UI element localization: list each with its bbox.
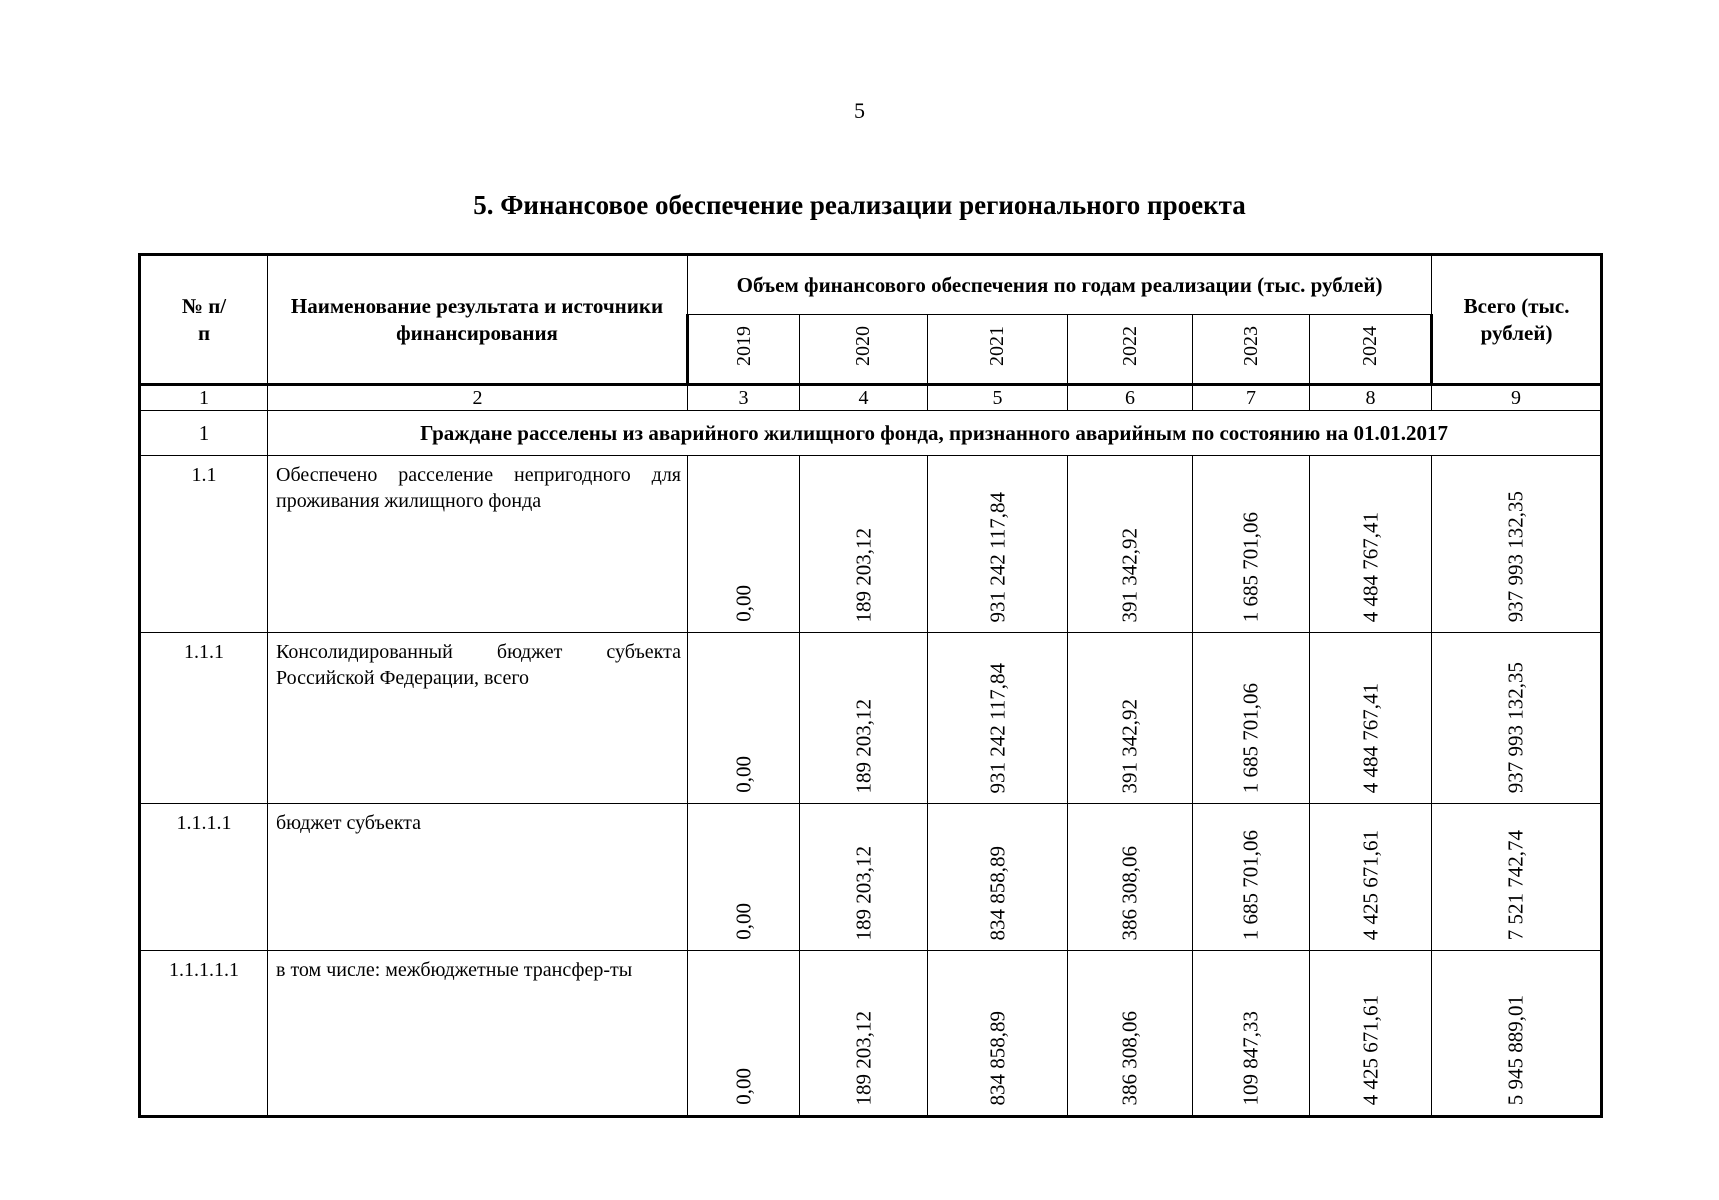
value-cell — [1068, 951, 1193, 1117]
total-text: 937 993 132,35 — [1503, 490, 1528, 622]
row-index: 1.1.1.1.1 — [140, 951, 268, 1117]
value-text: 391 342,92 — [1117, 527, 1142, 622]
header-name — [268, 255, 688, 385]
goal-row — [140, 411, 1602, 456]
column-number: 1 — [140, 385, 268, 411]
header-total — [1432, 255, 1602, 385]
value-cell — [1068, 633, 1193, 804]
value-text: 1 685 701,06 — [1238, 682, 1263, 793]
total-text: 7 521 742,74 — [1503, 829, 1528, 940]
value-cell — [928, 456, 1068, 633]
year-header — [800, 315, 928, 385]
value-text: 386 308,06 — [1117, 1010, 1142, 1105]
value-text: 109 847,33 — [1238, 1010, 1263, 1105]
value-text: 834 858,89 — [985, 1010, 1009, 1105]
total-text: 937 993 132,35 — [1503, 661, 1528, 793]
value-cell — [800, 951, 928, 1117]
value-cell — [800, 456, 928, 633]
year-header — [928, 315, 1068, 385]
header-num — [140, 255, 268, 385]
year-label: 2024 — [1358, 326, 1381, 366]
header-volume — [688, 255, 1432, 315]
value-text: 4 425 671,61 — [1358, 829, 1383, 940]
total-cell — [1432, 633, 1602, 804]
goal-text: Граждане расселены из аварийного жилищного фонда, признанного аварийным по состоянию на 01.01.2017 — [268, 411, 1602, 456]
value-cell — [1068, 456, 1193, 633]
value-cell — [800, 633, 928, 804]
value-cell — [1310, 951, 1432, 1117]
value-text: 0,00 — [731, 1068, 755, 1105]
value-text: 931 242 117,84 — [985, 662, 1009, 793]
column-number: 9 — [1432, 385, 1602, 411]
row-index: 1.1.1 — [140, 633, 268, 804]
row-index: 1.1 — [140, 456, 268, 633]
row-name: Обеспечено расселение непригодного для проживания жилищного фонда — [268, 456, 688, 633]
column-number: 3 — [688, 385, 800, 411]
value-text: 4 484 767,41 — [1358, 682, 1383, 793]
header-name-label: Наименование результата и источники финансирования — [290, 293, 664, 345]
value-text: 0,00 — [731, 756, 755, 793]
column-number-row — [140, 385, 1602, 411]
value-text: 189 203,12 — [851, 698, 875, 793]
total-cell — [1432, 951, 1602, 1117]
year-label: 2021 — [986, 326, 1008, 366]
row-name: в том числе: межбюджетные трансфер-ты — [268, 951, 688, 1117]
value-cell — [688, 633, 800, 804]
value-text: 391 342,92 — [1117, 698, 1142, 793]
table-row — [140, 804, 1602, 951]
year-header — [1068, 315, 1193, 385]
column-number: 7 — [1193, 385, 1310, 411]
value-text: 1 685 701,06 — [1238, 829, 1263, 940]
table-row — [140, 633, 1602, 804]
total-text: 5 945 889,01 — [1503, 994, 1528, 1105]
value-text: 386 308,06 — [1117, 845, 1142, 940]
column-number: 8 — [1310, 385, 1432, 411]
row-name: бюджет субъекта — [268, 804, 688, 951]
header-num-label: № п/п — [181, 293, 227, 345]
value-cell — [1310, 804, 1432, 951]
year-label: 2020 — [852, 326, 874, 366]
value-cell — [800, 804, 928, 951]
year-label: 2022 — [1118, 326, 1141, 366]
page-number: 5 — [854, 98, 865, 123]
year-header — [1310, 315, 1432, 385]
year-header — [1193, 315, 1310, 385]
total-cell — [1432, 456, 1602, 633]
header-volume-label: Объем финансового обеспечения по годам реализации (тыс. рублей) — [736, 272, 1383, 297]
value-cell — [688, 951, 800, 1117]
value-cell — [928, 951, 1068, 1117]
value-cell — [1193, 951, 1310, 1117]
total-cell — [1432, 804, 1602, 951]
value-cell — [688, 804, 800, 951]
year-header — [688, 315, 800, 385]
goal-index: 1 — [140, 411, 268, 456]
value-text: 834 858,89 — [985, 845, 1009, 940]
value-cell — [1068, 804, 1193, 951]
value-cell — [928, 633, 1068, 804]
row-name: Консолидированный бюджет субъекта Российской Федерации, всего — [268, 633, 688, 804]
table-row — [140, 456, 1602, 633]
value-text: 1 685 701,06 — [1238, 511, 1263, 622]
row-index: 1.1.1.1 — [140, 804, 268, 951]
value-text: 189 203,12 — [851, 1010, 875, 1105]
financing-table — [138, 253, 1603, 1118]
column-number: 6 — [1068, 385, 1193, 411]
column-number: 2 — [268, 385, 688, 411]
value-cell — [928, 804, 1068, 951]
value-text: 0,00 — [731, 585, 755, 622]
column-number: 5 — [928, 385, 1068, 411]
value-text: 189 203,12 — [851, 527, 875, 622]
year-label: 2023 — [1239, 326, 1262, 366]
value-cell — [1193, 633, 1310, 804]
value-text: 189 203,12 — [851, 845, 875, 940]
value-text: 4 425 671,61 — [1358, 994, 1383, 1105]
value-text: 0,00 — [731, 903, 755, 940]
header-total-label: Всего (тыс. рублей) — [1463, 293, 1570, 345]
value-cell — [1310, 456, 1432, 633]
value-cell — [1193, 804, 1310, 951]
value-cell — [688, 456, 800, 633]
column-number: 4 — [800, 385, 928, 411]
section-title: 5. Финансовое обеспечение реализации регионального проекта — [473, 190, 1246, 220]
value-cell — [1193, 456, 1310, 633]
year-label: 2019 — [732, 326, 755, 366]
value-text: 931 242 117,84 — [985, 491, 1009, 622]
value-text: 4 484 767,41 — [1358, 511, 1383, 622]
value-cell — [1310, 633, 1432, 804]
table-row — [140, 951, 1602, 1117]
